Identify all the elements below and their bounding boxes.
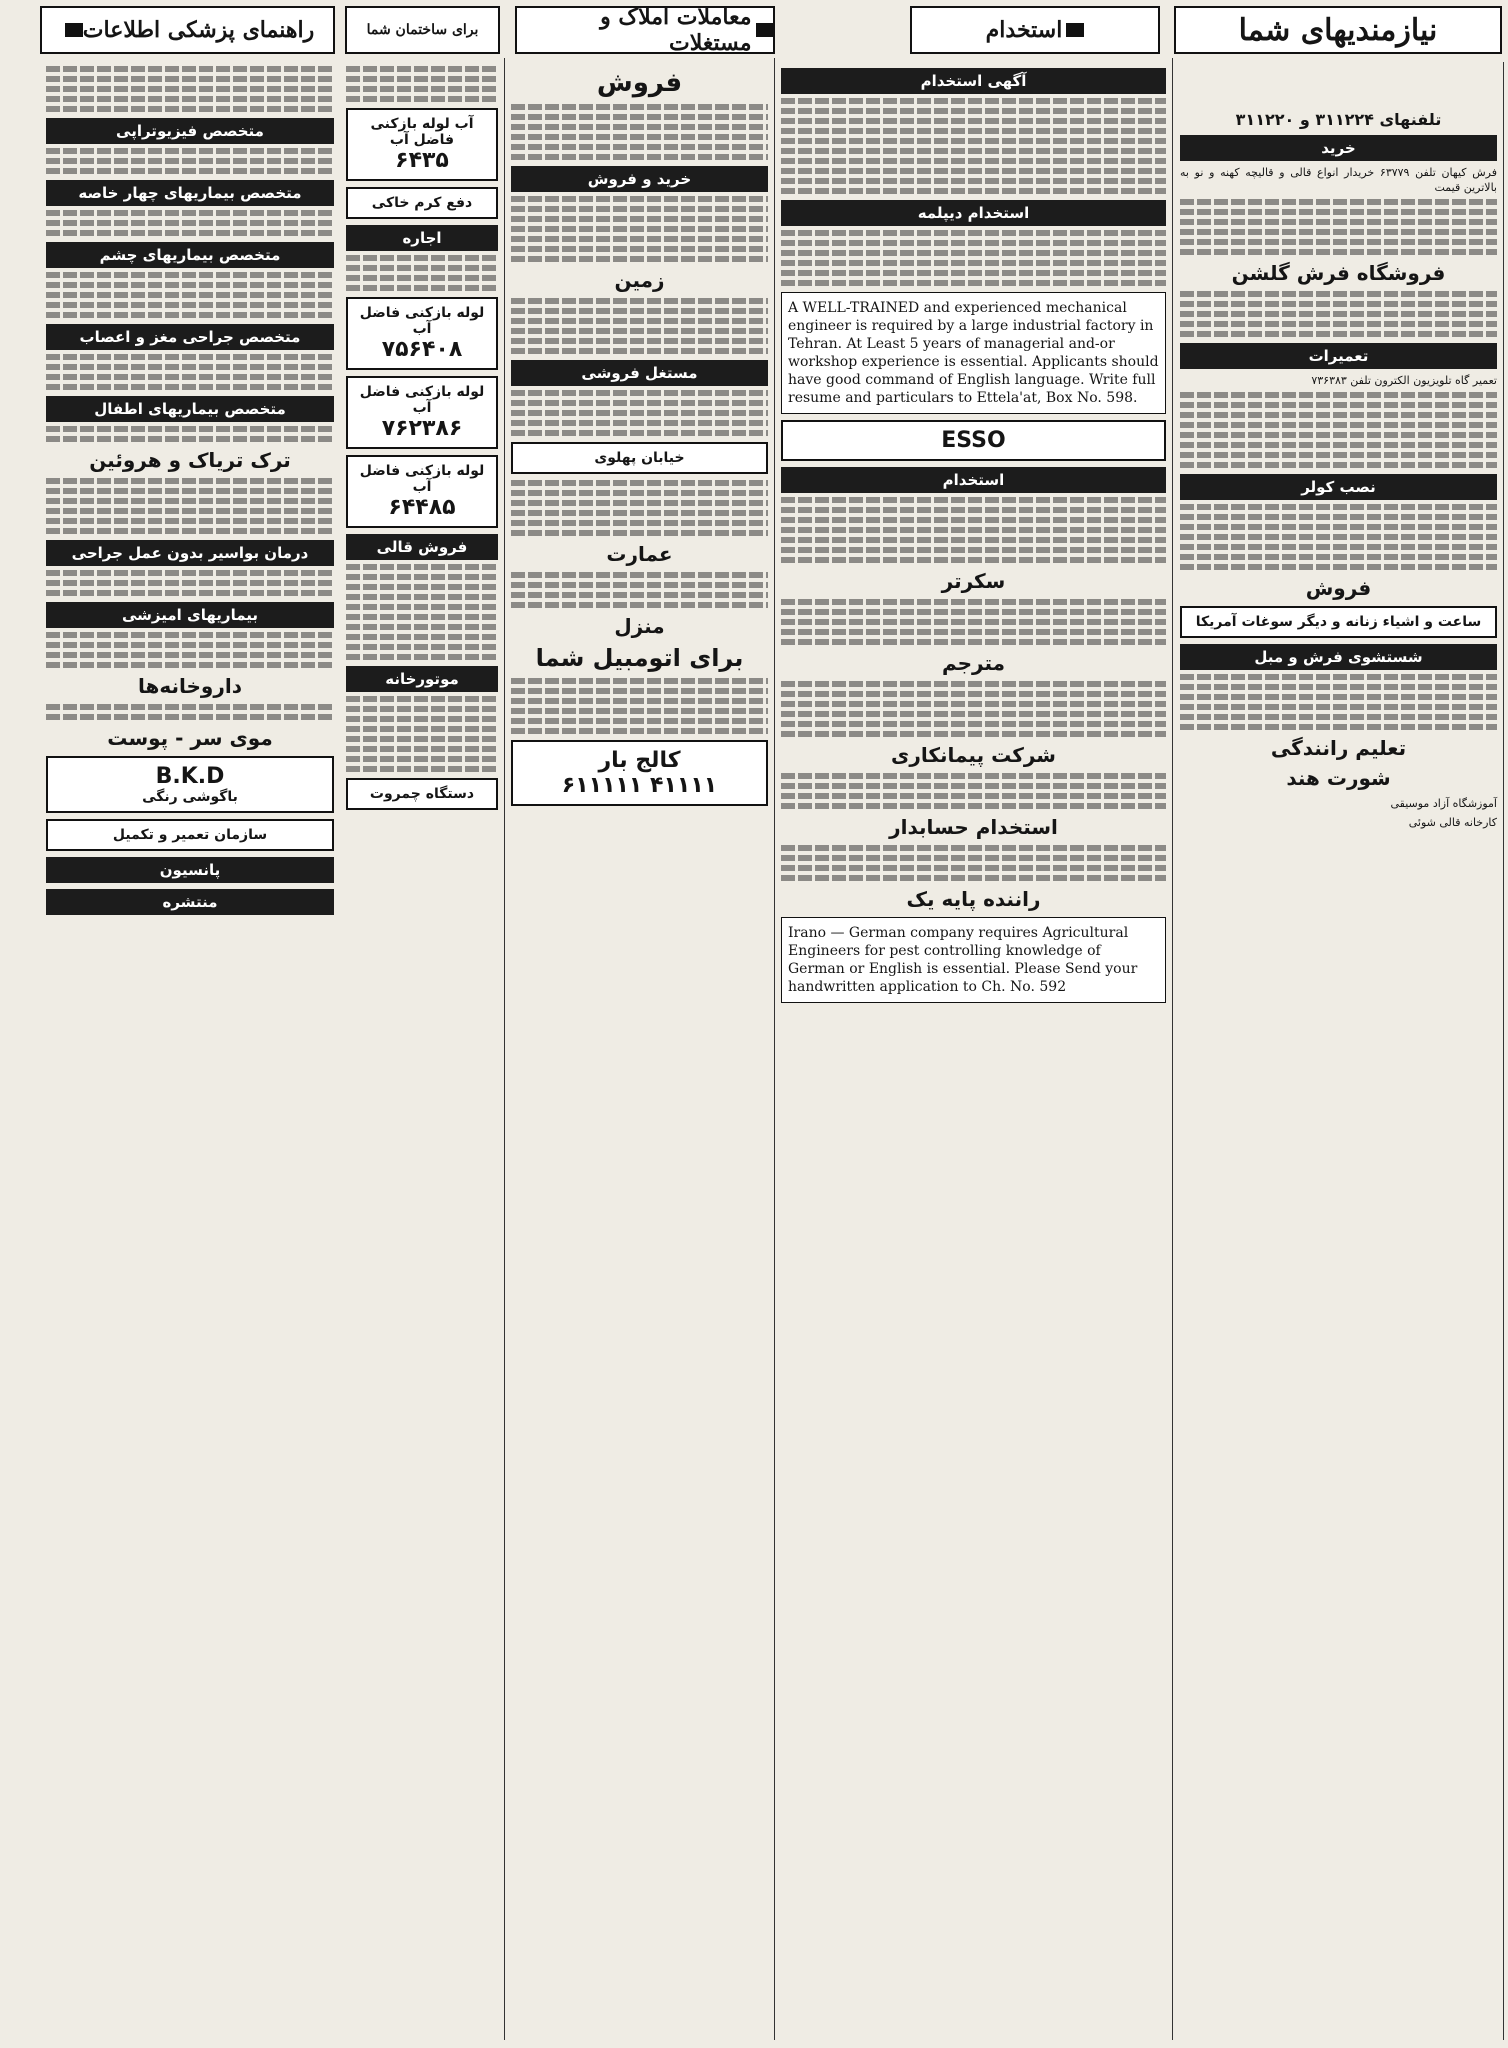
- plumbing-ad-2: لوله بازکنی فاضل آب ۷۵۶۴۰۸: [346, 297, 498, 370]
- pahlavi-ad: خیابان پهلوی: [511, 442, 768, 474]
- job-ad-2: استخدام دیپلمه: [781, 200, 1166, 226]
- boiler-band: موتورخانه: [346, 666, 498, 692]
- job-ad-4: سکرتر: [941, 569, 1006, 593]
- briefcase-icon: [1066, 23, 1084, 37]
- job-ad-8: راننده پایه یک: [906, 887, 1041, 911]
- med-ad-1: متخصص فیزیوتراپی: [46, 118, 334, 144]
- rent-band: اجاره: [346, 225, 498, 251]
- estate-ad-3: مستغل فروشی: [511, 360, 768, 386]
- pest-ad: دفع کرم خاکی: [346, 187, 498, 219]
- med-ad-8: بیماریهای امیزشی: [46, 602, 334, 628]
- med-ad-2: متخصص بیماریهای چهار خاصه: [46, 180, 334, 206]
- med-ad-7: درمان بواسیر بدون عمل جراحی: [46, 540, 334, 566]
- needs-title: نیازمندیهای شما: [1238, 12, 1438, 48]
- montasher-band: منتشره: [46, 889, 334, 915]
- carpet-sale-band: فروش قالی: [346, 534, 498, 560]
- music-school: آموزشگاه آزاد موسیقی: [1390, 797, 1497, 810]
- kharid-band: خرید: [1180, 135, 1497, 161]
- estate-ad-5: منزل: [614, 614, 665, 638]
- jobs-column: [775, 58, 1173, 2040]
- college-ad: کالج بار ۴۱۱۱۱ ۶۱۱۱۱۱: [511, 740, 768, 806]
- car-heading: برای اتومبیل شما: [535, 644, 744, 672]
- well-trained-ad: A WELL-TRAINED and experienced mechanical engineer is required by a large industrial factory in Tehran. At Least 5 years of managerial and-or workshop experience is essential. Applicants should have good command of English language. Write full resume and particulars to Ettela'at, Box No. 598.: [781, 292, 1166, 414]
- real-estate-column: [505, 58, 775, 2040]
- forosh-heading: فروش: [596, 68, 683, 98]
- carpet-wash-band: شستشوی فرش و مبل: [1180, 644, 1497, 670]
- foroshgah-heading: فروشگاه فرش گلشن: [1231, 261, 1446, 285]
- real-estate-masthead: معاملات املاک و مستغلات: [515, 6, 775, 54]
- driving-heading: تعلیم رانندگی: [1270, 736, 1407, 760]
- needs-phones: تلفنهای ۳۱۱۲۲۴ و ۳۱۱۲۲۰: [1235, 110, 1442, 129]
- pharmacies-heading: داروخانه‌ها: [137, 674, 242, 698]
- job-ad-1: آگهی استخدام: [781, 68, 1166, 94]
- plumbing-ad-1: آب لوله بازکنی فاضل آب ۶۴۳۵: [346, 108, 498, 181]
- bkd-ad: B.K.D باگوشی رنگی: [46, 756, 334, 813]
- estate-ad-2: زمین: [614, 268, 665, 292]
- kharid-ad: فرش کیهان تلفن ۶۳۷۷۹ خریدار انواع قالی و قالیچه کهنه و نو به بالاترین قیمت: [1180, 166, 1497, 194]
- org-ad: سازمان تعمیر و تکمیل: [46, 819, 334, 851]
- med-ad-5: متخصص بیماریهای اطفال: [46, 396, 334, 422]
- carpet-factory: کارخانه قالی شوئی: [1408, 816, 1497, 829]
- plumbing-ad-3: لوله بازکنی فاضل آب ۷۶۲۳۸۶: [346, 376, 498, 449]
- needs-masthead: [1174, 6, 1502, 54]
- med-ad-6: ترک تریاک و هروئین: [89, 448, 291, 472]
- hair-heading: موی سر - پوست: [107, 726, 273, 750]
- tamir-ad: تعمیر گاه تلویزیون الکترون تلفن ۷۳۶۳۸۳: [1311, 374, 1497, 387]
- buildings-masthead: برای ساختمان شما: [345, 6, 500, 54]
- med-ad-3: متخصص بیماریهای چشم: [46, 242, 334, 268]
- job-ad-6: شرکت پیمانکاری: [891, 743, 1056, 767]
- souvenir-ad: ساعت و اشیاء زنانه و دیگر سوغات آمریکا: [1180, 606, 1497, 638]
- medical-column: [40, 58, 340, 2040]
- job-ad-5: مترجم: [941, 651, 1006, 675]
- shorthand-heading: شورت هند: [1286, 766, 1391, 790]
- job-ad-3: استخدام: [781, 467, 1166, 493]
- house-icon: [756, 23, 773, 37]
- estate-ad-4: عمارت: [606, 542, 673, 566]
- buildings-column: [340, 58, 505, 2040]
- chamrood-ad: دستگاه چمروت: [346, 778, 498, 810]
- tamirat-band: تعمیرات: [1180, 343, 1497, 369]
- estate-ad-1: خرید و فروش: [511, 166, 768, 192]
- foroosh-heading: فروش: [1305, 576, 1372, 600]
- medical-masthead: راهنمای پزشکی اطلاعات: [40, 6, 335, 54]
- needs-column: [1174, 62, 1504, 2040]
- esso-ad: ESSO: [781, 420, 1166, 461]
- job-ad-7: استخدام حسابدار: [889, 815, 1058, 839]
- pansion-band: پانسیون: [46, 857, 334, 883]
- cup-icon: [65, 23, 83, 37]
- cooler-band: نصب کولر: [1180, 474, 1497, 500]
- plumbing-ad-4: لوله بازکنی فاضل آب ۶۴۴۸۵: [346, 455, 498, 528]
- irano-ad: Irano — German company requires Agricultural Engineers for pest controlling knowledge of German or English is essential. Please Send your handwritten application to Ch. No. 592: [781, 917, 1166, 1003]
- med-ad-4: متخصص جراحی مغز و اعصاب: [46, 324, 334, 350]
- employment-masthead: استخدام: [910, 6, 1160, 54]
